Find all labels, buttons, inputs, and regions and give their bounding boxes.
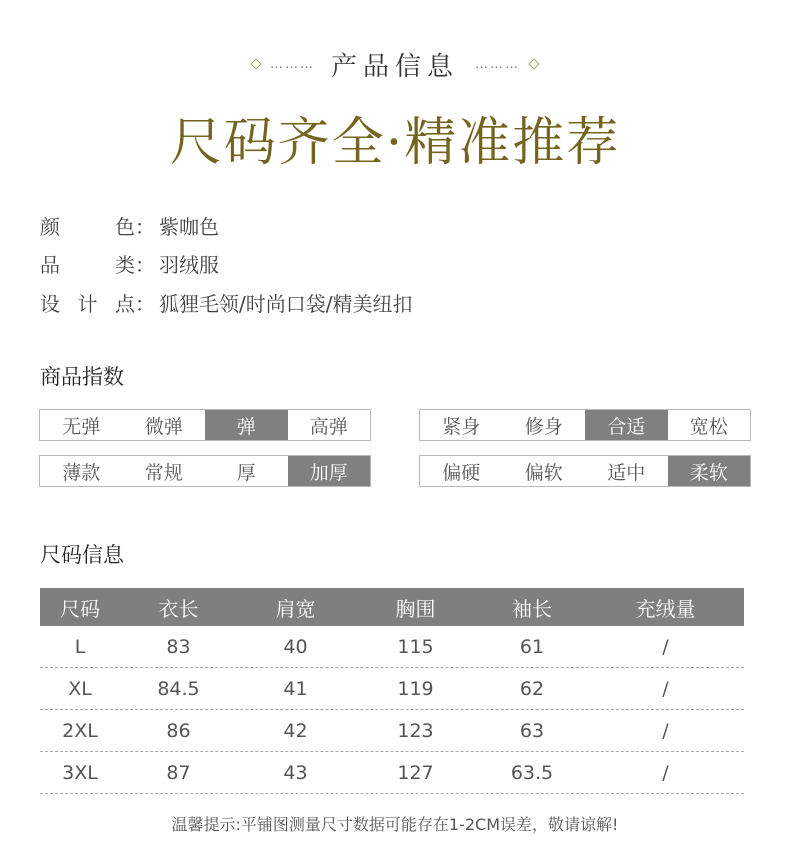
table-cell: L — [74, 635, 86, 658]
index-option: 适中 — [607, 461, 646, 484]
diamond-left-icon — [250, 58, 261, 69]
table-cell: 3XL — [62, 761, 98, 784]
index-option: 修身 — [524, 415, 563, 438]
index-option: 薄款 — [62, 461, 101, 484]
measurement-tip: 温馨提示:平铺图测量尺寸数据可能存在1-2CM误差，敬请谅解! — [171, 815, 619, 834]
table-cell: / — [662, 761, 669, 784]
info-value-color: 紫咖色 — [159, 215, 219, 239]
index-option: 偏软 — [524, 461, 563, 484]
index-section-title: 商品指数 — [40, 365, 124, 389]
table-cell: 40 — [283, 635, 308, 658]
table-cell: / — [662, 719, 669, 742]
header-cell: 袖长 — [512, 596, 552, 621]
info-label: 品 类 — [40, 253, 135, 277]
index-option: 无弹 — [62, 415, 101, 438]
header-cell: 胸围 — [395, 596, 436, 621]
index-option: 紧身 — [442, 415, 481, 438]
index-option-selected: 加厚 — [288, 456, 371, 486]
table-cell: 62 — [519, 677, 545, 700]
table-cell: 119 — [397, 677, 434, 700]
index-option: 微弹 — [144, 415, 183, 438]
index-softness — [419, 455, 751, 487]
table-cell: 127 — [397, 761, 434, 784]
header-cell: 尺码 — [60, 596, 100, 621]
index-fit — [419, 409, 751, 441]
table-row — [40, 668, 744, 710]
section-label: 产品信息 — [330, 51, 459, 82]
table-cell: 63 — [519, 719, 545, 742]
table-cell: 42 — [283, 719, 308, 742]
info-row-color: 颜 色 ： 紫咖色 — [40, 211, 219, 240]
table-cell: 84.5 — [157, 677, 200, 700]
index-option: 常规 — [144, 461, 183, 484]
index-option-selected: 弹 — [205, 410, 288, 440]
index-thickness — [39, 455, 371, 487]
index-option: 高弹 — [309, 415, 348, 438]
table-cell: 115 — [397, 635, 434, 658]
dots-left: ……… — [269, 56, 315, 72]
table-cell: 86 — [166, 719, 191, 742]
table-row — [40, 710, 744, 752]
table-cell: 87 — [166, 761, 191, 784]
index-option-selected: 柔软 — [668, 456, 751, 486]
size-table-header — [40, 588, 744, 626]
table-cell: / — [662, 635, 669, 658]
table-cell: 61 — [519, 635, 545, 658]
size-table — [40, 588, 744, 794]
index-option-selected: 合适 — [585, 410, 668, 440]
info-value-design: 狐狸毛领/时尚口袋/精美纽扣 — [159, 292, 413, 316]
table-cell: / — [662, 677, 669, 700]
table-cell: 43 — [283, 761, 308, 784]
header-cell: 充绒量 — [635, 596, 696, 621]
info-value-category: 羽绒服 — [159, 253, 219, 277]
info-row-design: 设 计 点 ： 狐狸毛领/时尚口袋/精美纽扣 — [40, 288, 412, 317]
index-option: 厚 — [236, 461, 256, 484]
index-option: 宽松 — [689, 415, 728, 438]
header-cell: 肩宽 — [275, 596, 316, 621]
dots-right: ……… — [475, 56, 520, 72]
info-label: 颜 色 — [40, 215, 135, 239]
size-section-title: 尺码信息 — [40, 543, 124, 567]
section-header — [0, 44, 790, 84]
header-cell: 衣长 — [158, 596, 199, 621]
table-cell: 41 — [283, 677, 308, 700]
table-cell: 123 — [397, 719, 434, 742]
table-cell: XL — [68, 677, 92, 700]
index-option: 偏硬 — [442, 461, 481, 484]
diamond-right-icon — [528, 58, 539, 69]
table-cell: 2XL — [62, 719, 98, 742]
table-cell: 83 — [166, 635, 191, 658]
table-row — [40, 626, 744, 668]
table-cell: 63.5 — [510, 761, 554, 784]
table-row — [40, 752, 744, 794]
main-title: 尺码齐全·精准推荐 — [169, 113, 621, 173]
index-elasticity — [39, 409, 371, 441]
info-row-category: 品 类 ： 羽绒服 — [40, 249, 219, 278]
info-label: 设 计 点 — [40, 292, 135, 316]
